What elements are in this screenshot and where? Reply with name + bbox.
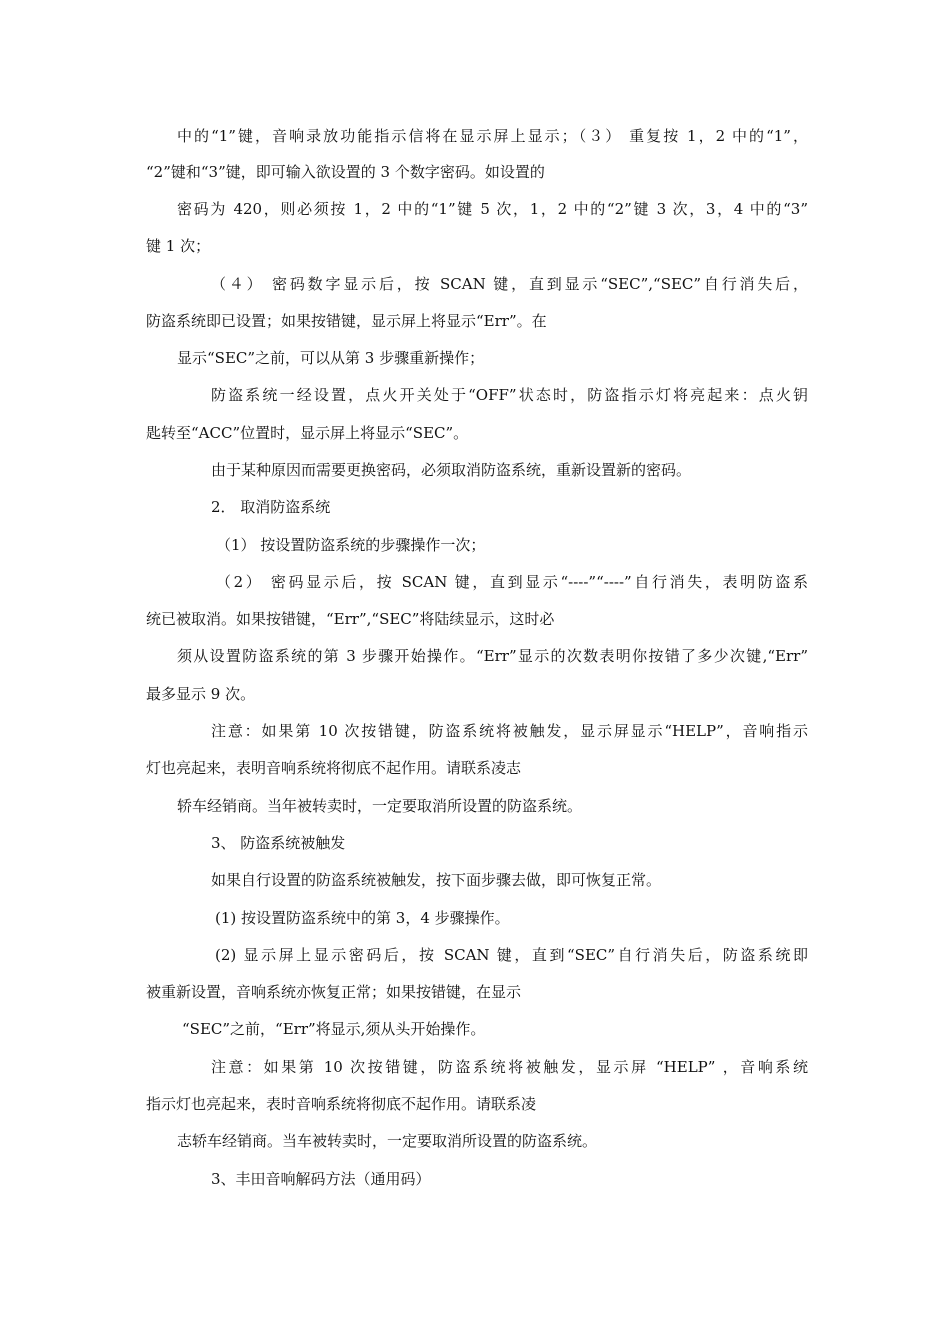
- text-line: 统已被取消。如果按错键，“Err”,“SEC”将陆续显示，这时必: [146, 610, 555, 628]
- text-line: 注意：如果第 10 次按错键，防盗系统将被触发，显示屏显示“HELP”，音响指示: [211, 722, 808, 740]
- section-heading: 3、 防盗系统被触发: [211, 834, 346, 852]
- section-heading: 3、丰田音响解码方法（通用码）: [211, 1170, 431, 1188]
- text-line: 由于某种原因而需要更换密码，必须取消防盗系统，重新设置新的密码。: [211, 461, 692, 479]
- text-line: 防盗系统一经设置，点火开关处于“OFF”状态时，防盗指示灯将亮起来：点火钥: [211, 386, 808, 404]
- text-line: 指示灯也亮起来，表时音响系统将彻底不起作用。请联系凌: [146, 1095, 537, 1113]
- text-line: 匙转至“ACC”位置时，显示屏上将显示“SEC”。: [146, 424, 469, 442]
- text-line: （2） 密码显示后，按 SCAN 键，直到显示“----”“----”自行消失，表明防盗系: [216, 573, 808, 591]
- text-line: 灯也亮起来，表明音响系统将彻底不起作用。请联系凌志: [146, 759, 522, 777]
- text-line: 键 1 次；: [146, 237, 211, 255]
- text-line: （４） 密码数字显示后，按 SCAN 键，直到显示“SEC”,“SEC”自行消失后，: [211, 275, 808, 293]
- text-line: 防盗系统即已设置；如果按错键，显示屏上将显示“Err”。在: [146, 312, 547, 330]
- text-line: 志轿车经销商。当车被转卖时，一定要取消所设置的防盗系统。: [177, 1132, 598, 1150]
- text-line: 最多显示 9 次。: [146, 685, 256, 703]
- text-line: 中的“1”键，音响录放功能指示信将在显示屏上显示；（３） 重复按 1，2 中的“1”，: [177, 127, 808, 145]
- text-line: (2) 显示屏上显示密码后，按 SCAN 键，直到“SEC”自行消失后，防盗系统即: [215, 946, 808, 964]
- text-line: 注意：如果第 10 次按错键，防盗系统将被触发，显示屏 “HELP” ，音响系统: [211, 1058, 808, 1076]
- text-line: “2”键和“3”键，即可输入欲设置的 3 个数字密码。如设置的: [146, 163, 545, 181]
- text-line: 如果自行设置的防盗系统被触发，按下面步骤去做，即可恢复正常。: [211, 871, 662, 889]
- section-heading: 2． 取消防盗系统: [211, 498, 331, 516]
- text-line: （1） 按设置防盗系统的步骤操作一次；: [216, 536, 486, 554]
- text-line: 被重新设置，音响系统亦恢复正常；如果按错键，在显示: [146, 983, 522, 1001]
- text-line: 显示“SEC”之前，可以从第 3 步骤重新操作；: [177, 349, 485, 367]
- text-line: “SEC”之前，“Err”将显示,须从头开始操作。: [182, 1020, 486, 1038]
- text-line: 密码为 420，则必须按 1，2 中的“1”键 5 次，1，2 中的“2”键 3 次，3，4 中的“3”: [177, 200, 808, 218]
- text-line: 须从设置防盗系统的第 3 步骤开始操作。“Err”显示的次数表明你按错了多少次键,“Err”: [177, 647, 808, 665]
- text-line: 轿车经销商。当年被转卖时，一定要取消所设置的防盗系统。: [177, 797, 583, 815]
- text-line: (1) 按设置防盗系统中的第 3，4 步骤操作。: [215, 909, 510, 927]
